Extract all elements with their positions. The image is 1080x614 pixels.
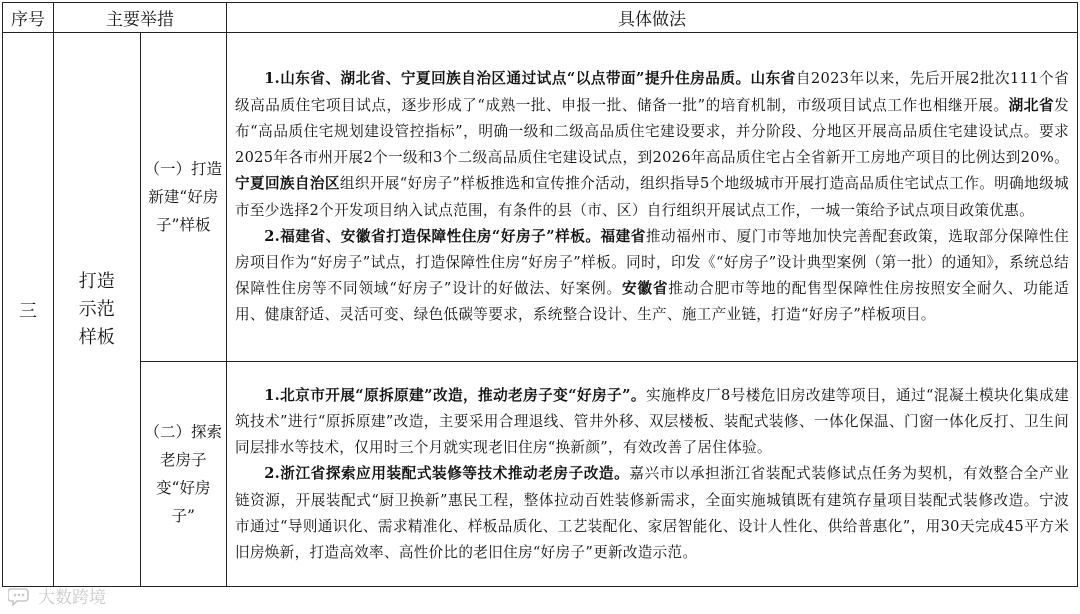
- sub-measure-label: （二）探索老房子变“好房子”: [144, 423, 223, 525]
- practice-paragraph: [235, 383, 1069, 462]
- bold-text-run: 安徽省: [621, 280, 669, 298]
- bold-text-run: 宁夏回族自治区: [235, 175, 340, 193]
- bold-text-run: 1.山东省、湖北省、宁夏回族自治区通过试点“以点带面”提升住房品质。: [264, 70, 751, 88]
- text-run: 实施桦皮厂8号楼危旧房改建等项目，通过“混凝土模块化集成建筑技术”进行“原拆原建”改造，主要采用合理退线、管井外移、双层楼板、装配式装修、一体化保温、门窗一体化反打、卫生间同层排水等技术，仅用时三个月就实现老旧住房“换新颜”，有效改善了居住体验。: [235, 386, 1070, 457]
- text-run: 推动福州市、厦门市等地加快完善配套政策，选取部分保障性住房项目作为“好房子”试点，打造保障性住房“好房子”样板。同时，印发《“好房子”设计典型案例（第一批）的通知》，系统总结保障性住房等不同领域“好房子”设计的好做法、好案例。: [235, 227, 1070, 298]
- measures-table: [2, 2, 1078, 587]
- text-run: 组织开展“好房子”样板推选和宣传推介活动，组织指导5个地级城市开展打造高品质住宅试点工作。明确地级城市至少选择2个开发项目纳入试点范围，有条件的县（市、区）自行组织开展试点工作，一城一策给予试点项目政策优惠。: [235, 175, 1069, 219]
- bold-text-run: 1.北京市开展“原拆原建”改造，推动老房子变“好房子”。: [264, 386, 646, 404]
- text-run: 推动合肥市等地的配售型保障性住房按照安全耐久、功能适用、健康舒适、灵活可变、绿色低碳等要求，系统整合设计、生产、施工产业链，打造“好房子”样板项目。: [235, 280, 1069, 324]
- bold-text-run: 2.浙江省探索应用装配式装修等技术推动老房子改造。: [264, 465, 630, 483]
- text-run: 自2023年以来，先后开展2批次111个省级高品质住宅项目试点，逐步形成了“成熟一批、申报一批、储备一批”的培育机制，市级项目试点工作也相继开展。: [235, 70, 1069, 114]
- table-row: [3, 362, 1078, 587]
- category-label: 打造示范样板: [78, 270, 115, 348]
- practice-paragraph: [235, 461, 1069, 566]
- bold-text-run: 山东省: [750, 70, 796, 88]
- table-row: [3, 33, 1078, 362]
- sub-measure-2: [140, 362, 227, 587]
- category-cell: [54, 33, 141, 587]
- text-run: 嘉兴市以承担浙江省装配式装修试点任务为契机，有效整合全产业链资源，开展装配式“厨卫换新”惠民工程，整体拉动百姓装修新需求，全面实施城镇既有建筑存量项目装配式装修改造。宁波市通过“导则通识化、需求精准化、样板品质化、工艺装配化、家居智能化、设计人性化、供给普惠化”，用30天完成45平方米旧房焕新，打造高效率、高性价比的老旧住房“好房子”更新改造示范。: [235, 465, 1069, 561]
- practice-cell-2: [227, 362, 1078, 587]
- watermark-text: 大数跨境: [38, 588, 106, 608]
- sub-measure-1: [140, 33, 227, 362]
- bold-text-run: 福建省: [600, 227, 646, 245]
- text-run: 发布“高品质住宅规划建设管控指标”，明确一级和二级高品质住宅建设要求，并分阶段、分地区开展高品质住宅建设试点。要求2025年各市州开展2个一级和3个二级高品质住宅建设试点，到2026年高品质住宅占全省新开工房地产项目的比例达到20%。: [235, 96, 1070, 167]
- header-practice: 具体做法: [227, 3, 1078, 33]
- header-measure: 主要举措: [54, 3, 227, 33]
- practice-paragraph: [235, 224, 1069, 329]
- watermark: [8, 583, 106, 608]
- header-no: 序号: [3, 3, 54, 33]
- bold-text-run: 湖北省: [1008, 96, 1055, 114]
- practice-paragraph: [235, 66, 1069, 223]
- header-row: [3, 3, 1078, 33]
- chat-bubble-logo-icon: [8, 586, 34, 606]
- bold-text-run: 2.福建省、安徽省打造保障性住房“好房子”样板。: [264, 227, 601, 245]
- practice-cell-1: [227, 33, 1078, 362]
- row-number: 三: [3, 33, 54, 587]
- sub-measure-label: （一）打造新建“好房子”样板: [144, 160, 223, 234]
